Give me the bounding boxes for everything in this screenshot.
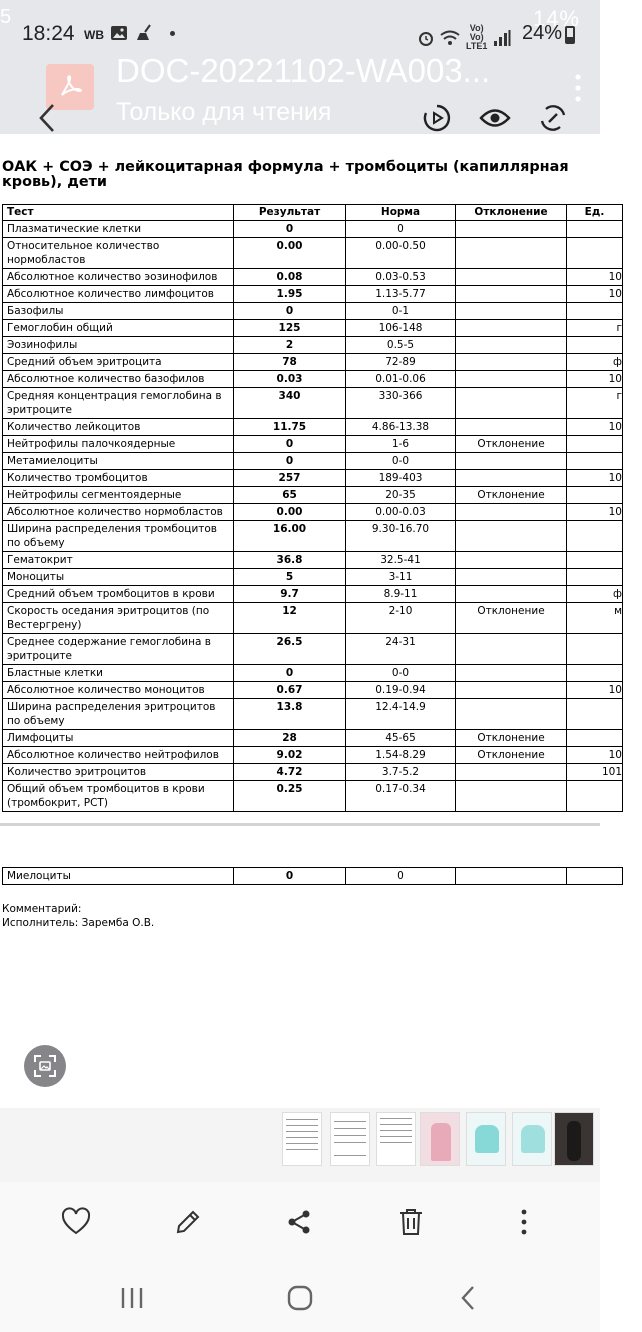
deviation-cell xyxy=(456,586,567,603)
deviation-cell xyxy=(456,238,567,269)
jacket-shape xyxy=(431,1123,451,1161)
table-row xyxy=(3,371,623,388)
alarm-icon xyxy=(418,29,434,47)
test-name-cell: Ширина распределения тромбоцитов по объему xyxy=(3,521,234,552)
table-row xyxy=(3,269,623,286)
deviation-cell xyxy=(456,634,567,665)
table-row xyxy=(3,682,623,699)
norm-cell: 45-65 xyxy=(346,730,456,747)
table-body xyxy=(3,221,623,812)
result-cell: 0 xyxy=(234,221,346,238)
document-view[interactable] xyxy=(0,134,622,1106)
app-header xyxy=(0,0,600,134)
table-row xyxy=(3,388,623,419)
deviation-cell xyxy=(456,371,567,388)
unit-cell: ф xyxy=(567,354,623,371)
deviation-cell xyxy=(456,453,567,470)
slideshow-button[interactable] xyxy=(420,101,454,135)
test-name-cell: Плазматические клетки xyxy=(3,221,234,238)
unit-cell: ф xyxy=(567,586,623,603)
share-button[interactable] xyxy=(281,1204,317,1240)
table-row xyxy=(3,419,623,436)
norm-cell: 0-0 xyxy=(346,665,456,682)
result-cell: 65 xyxy=(234,487,346,504)
norm-cell: 106-148 xyxy=(346,320,456,337)
status-ghost-text: 5 xyxy=(0,6,12,28)
norm-cell: 0.00-0.50 xyxy=(346,238,456,269)
recent-apps-icon xyxy=(120,1287,144,1309)
notification-icons xyxy=(110,24,175,42)
document-title: DOC-20221102-WA003... xyxy=(116,52,491,89)
delete-icon xyxy=(398,1207,424,1237)
more-icon xyxy=(521,1209,527,1235)
result-cell: 11.75 xyxy=(234,419,346,436)
recent-apps-button[interactable] xyxy=(114,1281,150,1315)
unit-cell xyxy=(567,781,623,812)
read-only-label: Только для чтения xyxy=(116,98,332,126)
table-row xyxy=(3,569,623,586)
deviation-cell xyxy=(456,388,567,419)
test-name-cell: Абсолютное количество нейтрофилов xyxy=(3,747,234,764)
test-name-cell: Миелоциты xyxy=(3,868,234,885)
test-name-cell: Базофилы xyxy=(3,303,234,320)
column-header-unit: Ед. xyxy=(567,205,623,221)
unit-cell xyxy=(567,521,623,552)
clothing-photo-thumbnail[interactable] xyxy=(512,1112,552,1166)
unit-cell: 10 xyxy=(567,269,623,286)
norm-cell: 330-366 xyxy=(346,388,456,419)
table-row xyxy=(3,470,623,487)
result-cell: 0 xyxy=(234,665,346,682)
unit-cell xyxy=(567,487,623,504)
test-name-cell: Абсолютное количество эозинофилов xyxy=(3,269,234,286)
unit-cell xyxy=(567,569,623,586)
document-thumbnail[interactable] xyxy=(376,1112,416,1166)
test-name-cell: Средняя концентрация гемоглобина в эритроците xyxy=(3,388,234,419)
volte-indicator: Vo) Vo) LTE1 xyxy=(466,23,488,51)
table-row xyxy=(3,436,623,453)
unit-cell: м xyxy=(567,603,623,634)
norm-cell: 1-6 xyxy=(346,436,456,453)
clothing-photo-thumbnail[interactable] xyxy=(420,1112,460,1166)
result-cell: 1.95 xyxy=(234,286,346,303)
test-name-cell: Гематокрит xyxy=(3,552,234,569)
unit-cell: г xyxy=(567,320,623,337)
system-icons xyxy=(418,24,511,51)
norm-cell: 0-1 xyxy=(346,303,456,320)
test-name-cell: Нейтрофилы палочкоядерные xyxy=(3,436,234,453)
norm-cell: 24-31 xyxy=(346,634,456,665)
result-cell: 9.7 xyxy=(234,586,346,603)
test-name-cell: Относительное количество нормобластов xyxy=(3,238,234,269)
norm-cell: 0.00-0.03 xyxy=(346,504,456,521)
deviation-cell xyxy=(456,868,567,885)
result-cell: 0 xyxy=(234,436,346,453)
favorite-button[interactable] xyxy=(58,1204,94,1240)
result-cell: 28 xyxy=(234,730,346,747)
result-cell: 26.5 xyxy=(234,634,346,665)
jacket-shape xyxy=(475,1125,499,1153)
deviation-cell xyxy=(456,470,567,487)
document-footer xyxy=(2,902,154,930)
norm-cell: 0-0 xyxy=(346,453,456,470)
table-row xyxy=(3,634,623,665)
test-name-cell: Средний объем тромбоцитов в крови xyxy=(3,586,234,603)
unit-cell: 10 xyxy=(567,747,623,764)
norm-cell: 2-10 xyxy=(346,603,456,634)
result-cell: 0.03 xyxy=(234,371,346,388)
test-name-cell: Абсолютное количество моноцитов xyxy=(3,682,234,699)
norm-cell: 0.03-0.53 xyxy=(346,269,456,286)
result-cell: 4.72 xyxy=(234,764,346,781)
column-header-norm: Норма xyxy=(346,205,456,221)
unit-cell xyxy=(567,453,623,470)
test-name-cell: Бластные клетки xyxy=(3,665,234,682)
result-cell: 78 xyxy=(234,354,346,371)
jacket-shape xyxy=(521,1125,545,1153)
result-cell: 16.00 xyxy=(234,521,346,552)
unit-cell xyxy=(567,730,623,747)
view-button[interactable] xyxy=(478,101,512,135)
document-heading: ОАК + СОЭ + лейкоцитарная формула + тромбоциты (капиллярная кровь), дети xyxy=(2,159,569,190)
signal-icon xyxy=(493,30,511,46)
table-row xyxy=(3,238,623,269)
table-row xyxy=(3,552,623,569)
table-row xyxy=(3,781,623,812)
column-header-deviation: Отклонение xyxy=(456,205,567,221)
deviation-cell: Отклонение xyxy=(456,436,567,453)
carrier-badge: WB xyxy=(84,28,104,42)
edit-icon xyxy=(174,1208,202,1236)
table-row xyxy=(3,603,623,634)
play-icon xyxy=(422,103,452,133)
table-row xyxy=(3,354,623,371)
table-row xyxy=(3,303,623,320)
norm-cell: 4.86-13.38 xyxy=(346,419,456,436)
result-cell: 36.8 xyxy=(234,552,346,569)
deviation-cell: Отклонение xyxy=(456,730,567,747)
unit-cell: 10 xyxy=(567,371,623,388)
result-cell: 2 xyxy=(234,337,346,354)
deviation-cell xyxy=(456,552,567,569)
table-row xyxy=(3,337,623,354)
result-cell: 0 xyxy=(234,303,346,320)
gallery-icon xyxy=(110,25,128,41)
deviation-cell xyxy=(456,665,567,682)
comment-label: Комментарий: xyxy=(2,903,82,915)
result-cell: 0 xyxy=(234,453,346,470)
unit-cell xyxy=(567,238,623,269)
deviation-cell: Отклонение xyxy=(456,487,567,504)
deviation-cell xyxy=(456,419,567,436)
deviation-cell xyxy=(456,320,567,337)
unit-cell: 10 xyxy=(567,504,623,521)
result-cell: 13.8 xyxy=(234,699,346,730)
status-time: 18:24 xyxy=(22,22,75,45)
delete-button[interactable] xyxy=(393,1204,429,1240)
unit-cell xyxy=(567,634,623,665)
unit-cell: 101 xyxy=(567,764,623,781)
executor-label: Исполнитель: Заремба О.В. xyxy=(2,917,155,929)
result-cell: 0.00 xyxy=(234,238,346,269)
deviation-cell xyxy=(456,781,567,812)
norm-cell: 32.5-41 xyxy=(346,552,456,569)
wifi-icon xyxy=(440,30,460,46)
deviation-cell xyxy=(456,504,567,521)
deviation-cell xyxy=(456,699,567,730)
result-cell: 5 xyxy=(234,569,346,586)
norm-cell: 0.19-0.94 xyxy=(346,682,456,699)
table-row xyxy=(3,453,623,470)
table-row xyxy=(3,699,623,730)
unit-cell: 10 xyxy=(567,419,623,436)
home-icon xyxy=(287,1285,313,1311)
table-row xyxy=(3,586,623,603)
back-button[interactable] xyxy=(32,100,62,136)
clothing-photo-thumbnail[interactable] xyxy=(466,1112,506,1166)
test-name-cell: Количество лейкоцитов xyxy=(3,419,234,436)
deviation-cell xyxy=(456,521,567,552)
back-icon xyxy=(38,103,56,133)
unit-cell xyxy=(567,221,623,238)
dot-icon xyxy=(170,31,175,36)
column-header-result: Результат xyxy=(234,205,346,221)
table-body xyxy=(3,868,623,885)
result-cell: 9.02 xyxy=(234,747,346,764)
test-name-cell: Моноциты xyxy=(3,569,234,586)
deviation-cell xyxy=(456,286,567,303)
home-button[interactable] xyxy=(282,1281,318,1315)
edit-button[interactable] xyxy=(170,1204,206,1240)
document-thumbnail[interactable] xyxy=(282,1112,322,1166)
test-name-cell: Общий объем тромбоцитов в крови (тромбокрит, PCT) xyxy=(3,781,234,812)
norm-cell: 0.5-5 xyxy=(346,337,456,354)
unit-cell xyxy=(567,337,623,354)
broom-icon xyxy=(136,24,154,42)
scan-icon xyxy=(34,1055,56,1077)
test-name-cell: Средний объем эритроцита xyxy=(3,354,234,371)
scan-text-button[interactable] xyxy=(24,1045,66,1087)
norm-cell: 9.30-16.70 xyxy=(346,521,456,552)
status-ghost-text: 14% xyxy=(532,6,580,31)
deviation-cell: Отклонение xyxy=(456,603,567,634)
more-icon xyxy=(575,74,581,102)
table-row xyxy=(3,868,623,885)
norm-cell: 20-35 xyxy=(346,487,456,504)
result-cell: 0.25 xyxy=(234,781,346,812)
result-cell: 340 xyxy=(234,388,346,419)
result-cell: 257 xyxy=(234,470,346,487)
table-row xyxy=(3,320,623,337)
deviation-cell xyxy=(456,569,567,586)
test-name-cell: Абсолютное количество нормобластов xyxy=(3,504,234,521)
deviation-cell xyxy=(456,682,567,699)
test-name-cell: Количество тромбоцитов xyxy=(3,470,234,487)
rotate-button[interactable] xyxy=(536,101,570,135)
norm-cell: 0 xyxy=(346,221,456,238)
test-name-cell: Лимфоциты xyxy=(3,730,234,747)
test-name-cell: Абсолютное количество базофилов xyxy=(3,371,234,388)
test-name-cell: Эозинофилы xyxy=(3,337,234,354)
test-name-cell: Абсолютное количество лимфоцитов xyxy=(3,286,234,303)
test-name-cell: Нейтрофилы сегментоядерные xyxy=(3,487,234,504)
unit-cell xyxy=(567,868,623,885)
deviation-cell xyxy=(456,354,567,371)
result-cell: 0.08 xyxy=(234,269,346,286)
deviation-cell xyxy=(456,269,567,286)
figure-shape xyxy=(567,1121,581,1161)
norm-cell: 1.54-8.29 xyxy=(346,747,456,764)
test-name-cell: Метамиелоциты xyxy=(3,453,234,470)
norm-cell: 0.17-0.34 xyxy=(346,781,456,812)
norm-cell: 1.13-5.77 xyxy=(346,286,456,303)
table-row xyxy=(3,730,623,747)
unit-cell xyxy=(567,303,623,320)
eye-icon xyxy=(479,107,511,129)
page-divider xyxy=(0,823,600,826)
unit-cell xyxy=(567,699,623,730)
result-cell: 0 xyxy=(234,868,346,885)
table-row xyxy=(3,487,623,504)
result-cell: 0.67 xyxy=(234,682,346,699)
test-name-cell: Ширина распределения эритроцитов по объему xyxy=(3,699,234,730)
norm-cell: 0.01-0.06 xyxy=(346,371,456,388)
unit-cell xyxy=(567,665,623,682)
table-row xyxy=(3,504,623,521)
deviation-cell xyxy=(456,303,567,320)
unit-cell: г xyxy=(567,388,623,419)
unit-cell xyxy=(567,552,623,569)
deviation-cell xyxy=(456,337,567,354)
norm-cell: 12.4-14.9 xyxy=(346,699,456,730)
deviation-cell xyxy=(456,764,567,781)
norm-cell: 0 xyxy=(346,868,456,885)
rotate-icon xyxy=(538,103,568,133)
document-thumbnail[interactable] xyxy=(330,1112,370,1166)
test-name-cell: Гемоглобин общий xyxy=(3,320,234,337)
favorite-icon xyxy=(61,1208,91,1236)
test-name-cell: Количество эритроцитов xyxy=(3,764,234,781)
test-name-cell: Скорость оседания эритроцитов (по Вестергрену) xyxy=(3,603,234,634)
table-row xyxy=(3,221,623,238)
table-row xyxy=(3,521,623,552)
unit-cell: 10 xyxy=(567,286,623,303)
column-header-test: Тест xyxy=(3,205,234,221)
unit-cell: 10 xyxy=(567,682,623,699)
more-actions-button[interactable] xyxy=(506,1204,542,1240)
unit-cell: 10 xyxy=(567,470,623,487)
result-cell: 0.00 xyxy=(234,504,346,521)
norm-cell: 189-403 xyxy=(346,470,456,487)
dark-photo-thumbnail[interactable] xyxy=(554,1112,594,1166)
battery-icon xyxy=(565,26,575,44)
results-table-page-2 xyxy=(2,867,623,885)
table-row xyxy=(3,665,623,682)
table-row xyxy=(3,286,623,303)
norm-cell: 3.7-5.2 xyxy=(346,764,456,781)
back-nav-button[interactable] xyxy=(450,1281,486,1315)
norm-cell: 72-89 xyxy=(346,354,456,371)
test-name-cell: Среднее содержание гемоглобина в эритроците xyxy=(3,634,234,665)
table-row xyxy=(3,747,623,764)
norm-cell: 8.9-11 xyxy=(346,586,456,603)
unit-cell xyxy=(567,436,623,453)
back-icon xyxy=(460,1285,476,1311)
result-cell: 125 xyxy=(234,320,346,337)
deviation-cell: Отклонение xyxy=(456,747,567,764)
battery-level: 24% xyxy=(522,22,563,44)
norm-cell: 3-11 xyxy=(346,569,456,586)
table-row xyxy=(3,764,623,781)
table-header-row xyxy=(3,205,623,221)
deviation-cell xyxy=(456,221,567,238)
results-table xyxy=(2,204,623,812)
share-icon xyxy=(285,1208,313,1236)
result-cell: 12 xyxy=(234,603,346,634)
